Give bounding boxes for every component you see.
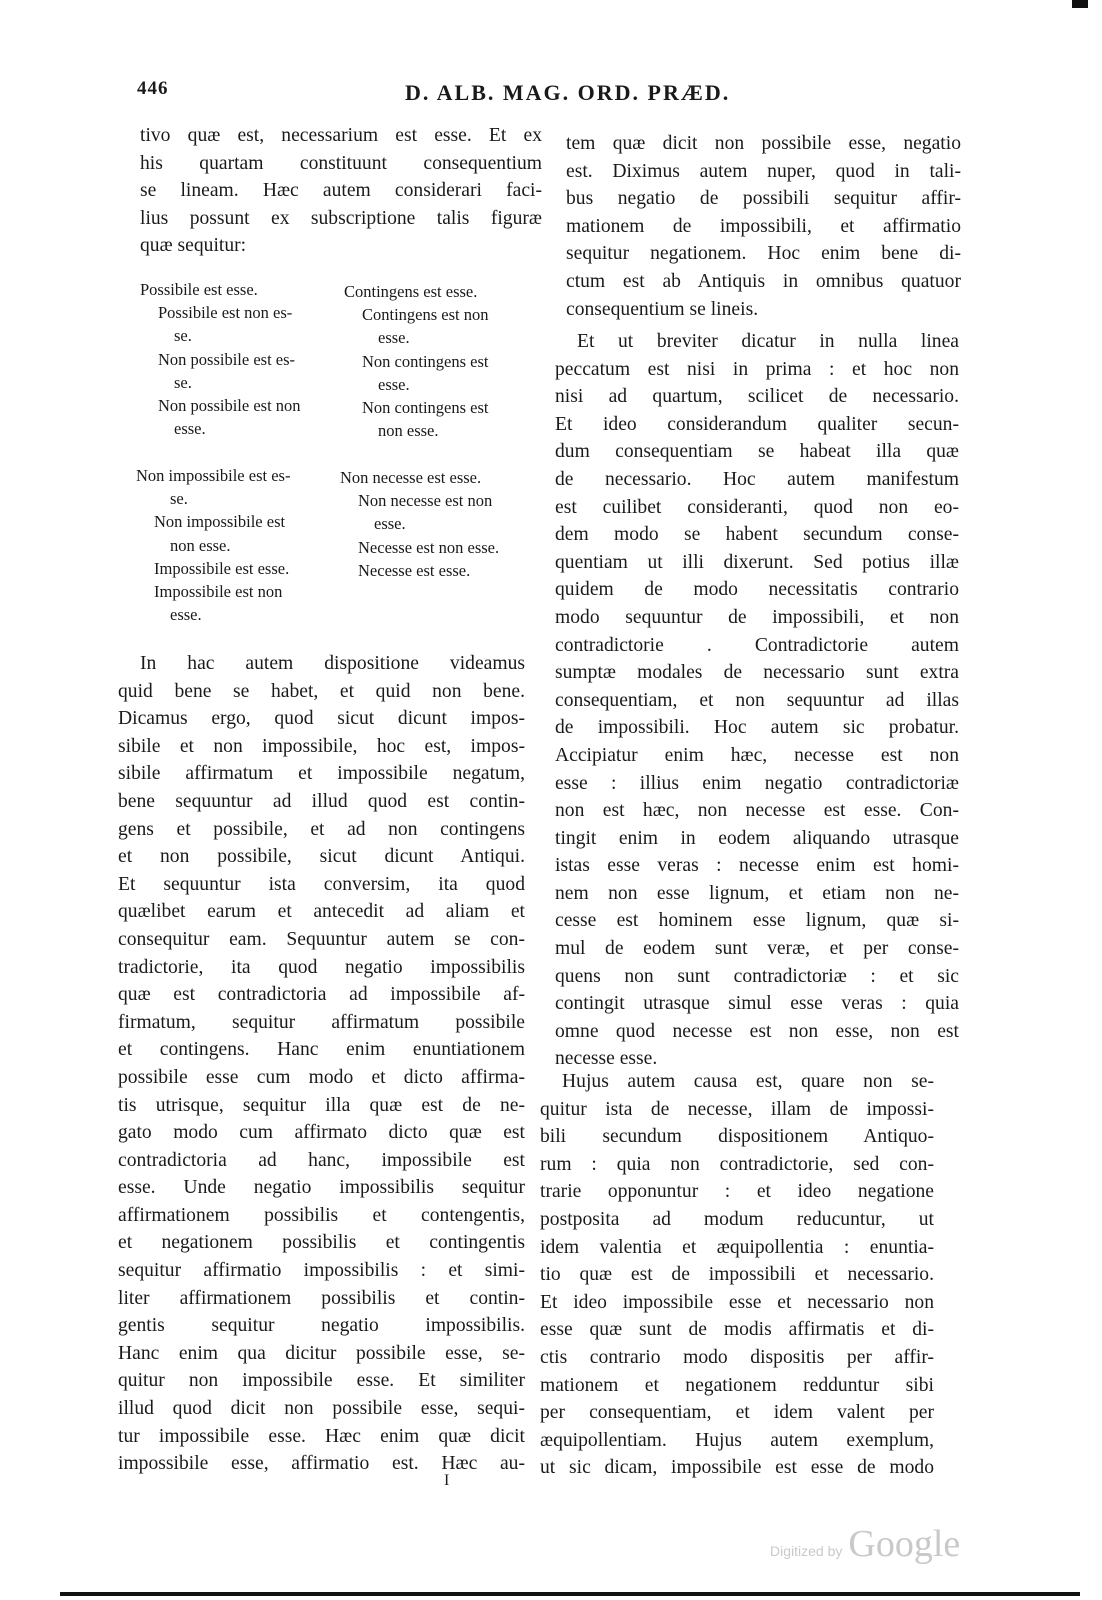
- text-line: et negationem possibilis et contingentis: [118, 1232, 525, 1254]
- google-wordmark: Google: [848, 1523, 961, 1565]
- text-line: quidem de modo necessitatis contrario: [555, 579, 959, 601]
- running-head: D. ALB. MAG. ORD. PRÆD.: [405, 80, 731, 105]
- text-line: quens non sunt contradictoriæ : et sic: [555, 965, 959, 987]
- figure-entry: Necesse est esse.: [358, 560, 471, 580]
- text-line: se lineam. Hæc autem considerari faci-: [140, 180, 542, 202]
- figure-entry: esse.: [174, 419, 206, 439]
- text-line: modo sequuntur de impossibili, et non: [555, 606, 959, 628]
- text-line: contradictoria ad hanc, impossibile est: [118, 1149, 525, 1171]
- text-line: quæ sequitur:: [140, 235, 247, 257]
- figure-entry: Non impossibile est es-: [136, 466, 291, 485]
- text-line: mul de eodem sunt veræ, et per conse-: [555, 938, 959, 960]
- right-column-paragraph-2: [555, 328, 959, 1073]
- text-line: consequentium se lineis.: [566, 298, 759, 320]
- signature-mark: I: [444, 1472, 450, 1489]
- figure-entry: Possibile est esse.: [140, 280, 258, 299]
- text-line: tio quæ est de impossibili et necessario.: [540, 1264, 934, 1286]
- figure-entry: Non possibile est es-: [158, 349, 296, 369]
- text-line: tradictorie, ita quod negatio impossibilis: [118, 956, 525, 978]
- text-line: bene sequuntur ad illud quod est contin-: [118, 790, 525, 812]
- text-line: ctis contrario modo dispositis per affir-: [540, 1346, 934, 1368]
- text-line: Et sequuntur ista conversim, ita quod: [118, 873, 525, 895]
- text-line: omne quod necesse est non esse, non est: [555, 1020, 959, 1042]
- figure-entry: non esse.: [170, 535, 231, 555]
- text-line: Accipiatur enim hæc, necesse est non: [555, 744, 959, 766]
- text-line: est. Diximus autem nuper, quod in tali-: [566, 160, 961, 182]
- figure-entry: esse.: [378, 328, 410, 348]
- figure-block-contingens: [344, 280, 534, 442]
- text-line: tis utrisque, sequitur illa quæ est de ne-: [118, 1094, 525, 1116]
- text-line: contingit utrasque simul esse veras : quia: [555, 993, 959, 1015]
- text-line: gato modo cum affirmato dicto quæ est: [118, 1122, 525, 1144]
- text-line: tem quæ dicit non possibile esse, negatio: [566, 133, 961, 154]
- text-line: Hujus autem causa est, quare non se-: [562, 1071, 934, 1092]
- text-line: cesse est hominem esse lignum, quæ si-: [555, 910, 959, 932]
- figure-entry: Non necesse est non: [358, 491, 493, 511]
- text-line: nem non esse lignum, et etiam non ne-: [555, 882, 959, 904]
- figure-block-possibile: [140, 278, 330, 440]
- digitized-by-google-logo: [770, 1522, 960, 1566]
- figure-entry: Contingens est esse.: [344, 282, 478, 301]
- figure-entry: Impossibile est esse.: [154, 558, 290, 578]
- right-column-paragraph-1: [566, 130, 961, 323]
- text-line: his quartam constituunt consequentium: [140, 152, 542, 174]
- figure-entry: Non contingens est: [362, 351, 489, 371]
- text-line: sequitur negationem. Hoc enim bene di-: [566, 243, 961, 265]
- text-line: tingit enim in eodem aliquando utrasque: [555, 827, 959, 849]
- figure-entry: esse.: [170, 605, 202, 625]
- text-line: In hac autem dispositione videamus: [140, 653, 525, 674]
- text-line: consequitur eam. Sequuntur autem se con-: [118, 928, 525, 950]
- text-line: mationem de impossibili, et affirmatio: [566, 215, 961, 237]
- figure-entry: Impossibile est non: [154, 582, 283, 602]
- figure-block-necesse: [340, 466, 530, 582]
- modal-figure: [136, 278, 546, 638]
- text-line: necesse esse.: [555, 1048, 658, 1070]
- text-line: dem modo se habent secundum conse-: [555, 524, 959, 546]
- text-line: et contingens. Hanc enim enuntiationem: [118, 1039, 525, 1061]
- text-line: trarie opponuntur : et ideo negatione: [540, 1181, 934, 1203]
- text-line: Et ideo considerandum qualiter secun-: [555, 413, 959, 435]
- digitized-by-text: Digitized by: [770, 1543, 843, 1559]
- text-line: sibile et non impossibile, hoc est, impos-: [118, 735, 525, 757]
- figure-entry: Necesse est non esse.: [358, 537, 500, 557]
- text-line: bili secundum dispositionem Antiquo-: [540, 1126, 934, 1148]
- page-bottom-rule: [60, 1592, 1080, 1596]
- text-line: quid bene se habet, et quid non bene.: [118, 680, 525, 702]
- text-line: idem valentia et æquipollentia : enuntia-: [540, 1236, 934, 1258]
- text-line: sumptæ modales de necessario sunt extra: [555, 662, 959, 684]
- text-line: quentiam ut illi dixerunt. Sed potius illæ: [555, 551, 959, 573]
- paragraph: [540, 1068, 934, 1482]
- text-line: Dicamus ergo, quod sicut dicunt impos-: [118, 708, 525, 730]
- figure-entry: non esse.: [378, 421, 439, 441]
- text-line: mationem et negationem redduntur sibi: [540, 1374, 934, 1396]
- text-line: quælibet earum et antecedit ad aliam et: [118, 901, 525, 923]
- figure-block-impossibile: [136, 464, 326, 626]
- text-line: gentis sequitur negatio impossibilis.: [118, 1315, 525, 1337]
- text-line: impossibile esse, affirmatio est. Hæc au-: [118, 1453, 525, 1475]
- text-line: sibile affirmatum et impossibile negatum,: [118, 763, 525, 785]
- text-line: esse : illius enim negatio contradictoriæ: [555, 772, 959, 794]
- text-line: postposita ad modum reducuntur, ut: [540, 1208, 934, 1230]
- figure-entry: se.: [174, 326, 192, 346]
- text-line: bus negatio de possibili sequitur affir-: [566, 188, 961, 210]
- paragraph: [566, 130, 961, 323]
- text-line: de impossibili. Hoc autem sic probatur.: [555, 717, 959, 739]
- text-line: quæ est contradictoria ad impossibile af-: [118, 984, 525, 1006]
- right-column-paragraph-3: [540, 1068, 934, 1482]
- text-line: istas esse veras : necesse enim est homi-: [555, 855, 959, 877]
- text-line: non est hæc, non necesse est esse. Con-: [555, 800, 959, 822]
- text-line: peccatum est nisi in prima : et hoc non: [555, 358, 959, 380]
- text-line: lius possunt ex subscriptione talis figuræ: [140, 207, 542, 229]
- text-line: rum : quia non contradictorie, sed con-: [540, 1153, 934, 1175]
- text-line: quitur ista de necesse, illam de impossi-: [540, 1098, 934, 1120]
- paragraph: [118, 650, 525, 1478]
- figure-entry: Contingens est non: [362, 305, 489, 325]
- text-line: est cuilibet consideranti, quod non eo-: [555, 496, 959, 518]
- text-line: sequitur affirmatio impossibilis : et simi-: [118, 1260, 525, 1282]
- text-line: Hanc enim qua dicitur possibile esse, se-: [118, 1342, 525, 1364]
- text-line: liter affirmationem possibilis et contin-: [118, 1287, 525, 1309]
- text-line: per consequentiam, et idem valent per: [540, 1402, 934, 1424]
- text-line: Et ut breviter dicatur in nulla linea: [577, 331, 959, 352]
- text-line: æquipollentiam. Hujus autem exemplum,: [540, 1429, 934, 1451]
- text-line: firmatum, sequitur affirmatum possibile: [118, 1011, 525, 1033]
- figure-entry: Non contingens est: [362, 398, 489, 418]
- text-line: Et ideo impossibile esse et necessario non: [540, 1291, 934, 1313]
- text-line: affirmationem possibilis et contengentis,: [118, 1204, 525, 1226]
- figure-entry: esse.: [374, 514, 406, 534]
- text-line: gens et possibile, et ad non contingens: [118, 818, 525, 840]
- page-number: 446: [137, 78, 169, 99]
- text-line: tur impossibile esse. Hæc enim quæ dicit: [118, 1425, 525, 1447]
- figure-entry: Non possibile est non: [158, 396, 301, 416]
- left-column-intro: [140, 122, 542, 260]
- page-edge-mark: [1072, 0, 1088, 8]
- left-column-body: [118, 650, 525, 1478]
- text-line: contradictorie . Contradictorie autem: [555, 634, 959, 656]
- text-line: quitur non impossibile esse. Et similiter: [118, 1370, 525, 1392]
- text-line: ut sic dicam, impossibile est esse de modo: [540, 1457, 934, 1479]
- text-line: illud quod dicit non possibile esse, sequi-: [118, 1398, 525, 1420]
- text-line: tivo quæ est, necessarium est esse. Et ex: [140, 125, 542, 146]
- text-line: ctum est ab Antiquis in omnibus quatuor: [566, 270, 961, 292]
- figure-entry: esse.: [378, 374, 410, 394]
- figure-entry: Possibile est non es-: [158, 303, 293, 323]
- text-line: esse quæ sunt de modis affirmatis et di-: [540, 1319, 934, 1341]
- figure-entry: se.: [170, 489, 188, 509]
- figure-entry: Non impossibile est: [154, 512, 286, 532]
- figure-entry: Non necesse est esse.: [340, 468, 482, 487]
- figure-entry: se.: [174, 372, 192, 392]
- paragraph: [140, 122, 542, 260]
- paragraph: [555, 328, 959, 1073]
- text-line: dum consequentiam se habeat illa quæ: [555, 441, 959, 463]
- text-line: et non possibile, sicut dicunt Antiqui.: [118, 846, 525, 868]
- text-line: de necessario. Hoc autem manifestum: [555, 468, 959, 490]
- text-line: esse. Unde negatio impossibilis sequitur: [118, 1177, 525, 1199]
- text-line: consequentiam, et non sequuntur ad illas: [555, 689, 959, 711]
- text-line: possibile esse cum modo et dicto affirma-: [118, 1066, 525, 1088]
- text-line: nisi ad quartum, scilicet de necessario.: [555, 386, 959, 408]
